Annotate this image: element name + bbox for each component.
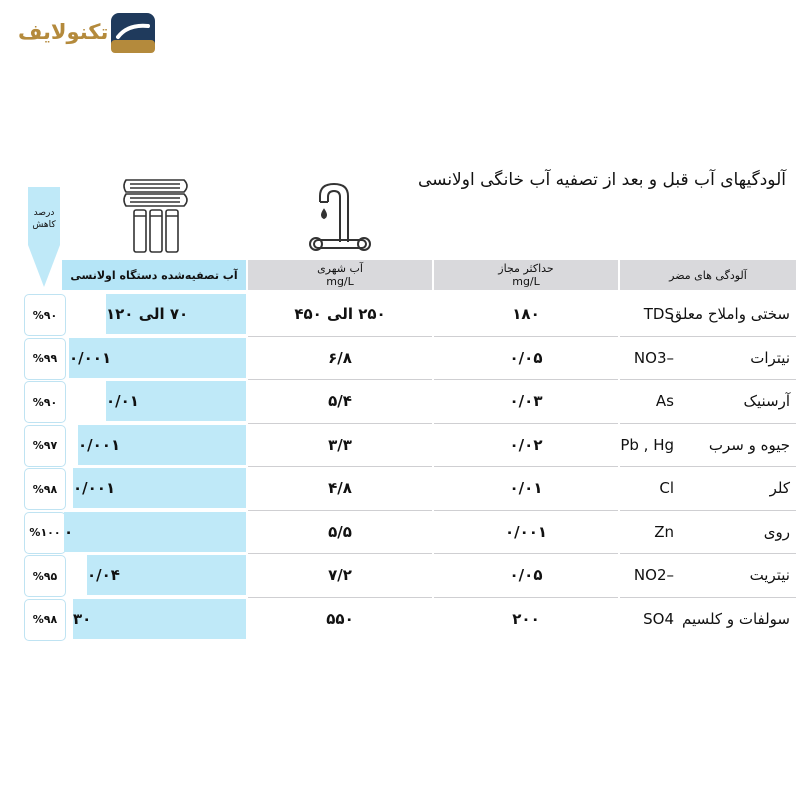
purified-value-bar [78,425,246,465]
row-divider [434,336,618,337]
row-divider [248,510,432,511]
contaminant-name: آرسنیک [743,392,790,410]
brand-name: تکنولایف [18,20,109,44]
row-divider [248,553,432,554]
purified-value-bar [106,294,246,334]
row-divider [248,336,432,337]
contaminant-name: نیترات [750,348,790,367]
max-allowed-value: ۲۰۰ [512,609,540,628]
row-divider [434,553,618,554]
purified-value-bar [73,599,246,639]
header-purified [62,260,246,290]
purified-value: ۰ [64,522,74,541]
max-allowed-value: ۰/۰۱ [509,479,543,497]
purified-value: ۰/۰۰۱ [73,479,116,497]
contaminant-symbol: SO4 [643,609,674,628]
row-divider [620,423,796,424]
row-divider [620,466,796,467]
table-row [0,512,800,552]
tekno-logo-mark-icon [110,12,156,54]
row-divider [620,336,796,337]
reduction-badge: %۹۰ [24,294,66,336]
row-divider [248,466,432,467]
header-max [434,260,618,290]
purified-value: ۰/۰۱ [106,392,139,410]
contaminant-name: سختی واملاح معلق [670,305,790,323]
purified-value-bar [64,512,246,552]
purified-value: ۰/۰۰۱ [69,348,112,367]
city-water-value: ۴/۸ [328,479,352,497]
row-divider [620,510,796,511]
row-divider [248,597,432,598]
city-water-value: ۲۵۰ الی ۴۵۰ [294,305,386,323]
table-row [0,468,800,508]
row-divider [434,466,618,467]
row-divider [434,379,618,380]
contaminant-symbol: Pb , Hg [620,435,674,454]
purified-value: ۰/۰۴ [87,566,120,584]
reduction-badge: %۱۰۰ [24,512,66,554]
contaminant-symbol: NO3– [633,348,674,367]
purified-value-bar [106,381,246,421]
purified-value: ۰/۰۰۱ [78,435,121,454]
contaminant-symbol: As [655,392,674,410]
row-divider [620,597,796,598]
max-allowed-value: ۰/۰۲ [509,435,543,454]
header-contaminant-label: آلودگی های مضر [669,268,747,282]
down-arrow-icon [24,187,64,289]
header-contaminant [620,260,796,290]
city-water-value: ۵۵۰ [326,609,354,628]
purified-value: ۷۰ الی ۱۲۰ [106,305,189,323]
city-water-value: ۷/۲ [328,566,352,584]
table-row [0,599,800,639]
header-city-label: آب شهری [317,262,363,275]
contaminant-symbol: TDS [643,305,674,323]
contaminant-name: نیتریت [749,566,790,584]
page-title: آلودگیهای آب قبل و بعد از تصفیه آب خانگی اولانسی [417,170,786,190]
table-row [0,555,800,595]
reduction-badge: %۹۰ [24,381,66,423]
city-water-value: ۶/۸ [328,348,352,367]
header-city [248,260,432,290]
header-city-unit: mg/L [326,275,354,288]
reduction-badge: %۹۹ [24,338,66,380]
contaminant-symbol: Cl [659,479,674,497]
city-water-value: ۵/۵ [328,522,352,541]
reduction-badge: %۹۸ [24,599,66,641]
brand-logo[interactable] [18,12,148,54]
contaminant-symbol: NO2– [633,566,674,584]
water-filter-icon [120,172,192,256]
reduction-badge: %۹۸ [24,468,66,510]
contaminant-name: کلر [769,479,790,497]
row-divider [248,423,432,424]
row-divider [434,597,618,598]
header-max-label: حداکثر مجاز [498,262,554,275]
contaminant-name: روی [763,522,790,541]
row-divider [434,423,618,424]
table-row [0,338,800,378]
contaminant-symbol: Zn [654,522,674,541]
purified-value-bar [87,555,246,595]
purified-value-bar [69,338,246,378]
city-water-value: ۳/۳ [328,435,352,454]
city-water-value: ۵/۴ [328,392,352,410]
table-row [0,381,800,421]
table-row [0,294,800,334]
row-divider [620,379,796,380]
max-allowed-value: ۰/۰۵ [509,566,543,584]
purified-value-bar [73,468,246,508]
row-divider [248,379,432,380]
contaminant-name: جیوه و سرب [708,435,790,454]
row-divider [620,553,796,554]
header-purified-label: آب تصفیه‌شده دستگاه اولانسی [70,268,238,282]
header-max-unit: mg/L [512,275,540,288]
max-allowed-value: ۰/۰۵ [509,348,543,367]
max-allowed-value: ۰/۰۳ [509,392,543,410]
max-allowed-value: ۱۸۰ [512,305,540,323]
faucet-icon [306,180,374,256]
max-allowed-value: ۰/۰۰۱ [504,522,548,541]
contaminant-name: سولفات و کلسیم [682,609,790,628]
purified-value: ۳۰ [73,609,92,628]
reduction-badge: %۹۷ [24,425,66,467]
table-row [0,425,800,465]
reduction-label: درصد کاهش [32,208,56,230]
row-divider [434,510,618,511]
reduction-badge: %۹۵ [24,555,66,597]
